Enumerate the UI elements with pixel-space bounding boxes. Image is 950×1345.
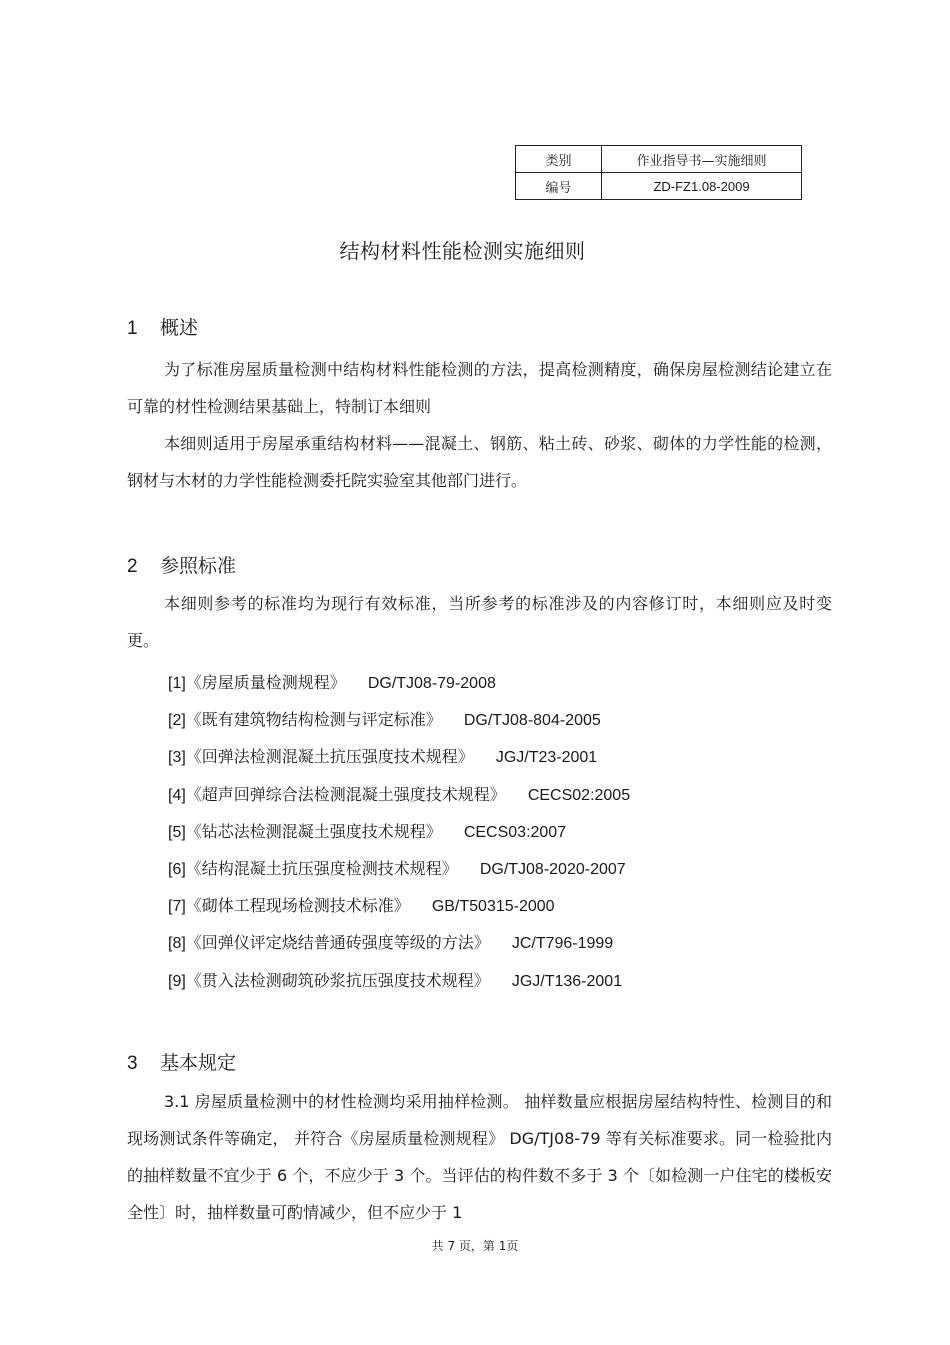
reference-code: CECS02:2005 bbox=[527, 786, 631, 804]
reference-name: 《回弹仪评定烧结普通砖强度等级的方法》 bbox=[185, 933, 490, 953]
category-value: 作业指导书—实施细则 bbox=[602, 146, 802, 173]
reference-index: [2] bbox=[168, 712, 186, 730]
reference-list bbox=[168, 668, 630, 1003]
number-label: 编号 bbox=[516, 173, 602, 200]
section-number: 3 bbox=[127, 1053, 138, 1074]
paragraph: 为了标准房屋质量检测中结构材料性能检测的方法，提高检测精度，确保房屋检测结论建立在可靠的材性检测结果基础上，特制订本细则 bbox=[127, 360, 832, 416]
section-heading-1 bbox=[127, 313, 198, 340]
reference-name: 《既有建筑物结构检测与评定标准》 bbox=[185, 710, 442, 730]
reference-code: DG/TJ08-79-2008 bbox=[367, 675, 496, 692]
reference-name: 《结构混凝土抗压强度检测技术规程》 bbox=[185, 858, 458, 878]
reference-index: [7] bbox=[168, 898, 186, 916]
table-row bbox=[516, 173, 802, 200]
reference-item bbox=[168, 705, 630, 742]
reference-item bbox=[168, 854, 630, 891]
table-row bbox=[516, 146, 802, 173]
reference-name: 《回弹法检测混凝土抗压强度技术规程》 bbox=[185, 747, 474, 767]
reference-name: 《房屋质量检测规程》 bbox=[185, 673, 346, 692]
reference-item bbox=[168, 742, 630, 779]
page-footer: 共 7 页，第 1页 bbox=[431, 1239, 519, 1253]
reference-code: GB/T50315-2000 bbox=[431, 898, 555, 916]
reference-name: 《钻芯法检测混凝土强度技术规程》 bbox=[185, 821, 442, 841]
reference-code: DG/TJ08-804-2005 bbox=[463, 712, 601, 730]
section-title: 基本规定 bbox=[160, 1052, 237, 1074]
section-heading-2 bbox=[127, 551, 236, 578]
reference-index: [5] bbox=[168, 823, 186, 841]
reference-item bbox=[168, 891, 630, 928]
reference-item bbox=[168, 668, 630, 705]
reference-index: [1] bbox=[168, 675, 186, 692]
reference-code: DG/TJ08-2020-2007 bbox=[479, 860, 626, 878]
reference-item bbox=[168, 817, 630, 854]
paragraph: 3.1 房屋质量检测中的材性检测均采用抽样检测。 抽样数量应根据房屋结构特性、检测目的和现场测试条件等确定， 并符合《房屋质量检测规程》 DG/TJ08-79 等有关标准要求。同一检验批内的抽样数量不宜少于 6 个，不应少于 3 个。当评估的构件数不多于 3 个〔如检测一户住宅的楼板安全性〕时，抽样数量可酌情减少，但不应少于 1 bbox=[127, 1092, 832, 1222]
document-title: 结构材料性能检测实施细则 bbox=[339, 239, 586, 263]
reference-index: [9] bbox=[168, 972, 186, 990]
reference-index: [4] bbox=[168, 786, 186, 804]
reference-index: [3] bbox=[168, 749, 186, 767]
document-info-table bbox=[515, 145, 802, 200]
reference-item bbox=[168, 928, 630, 965]
section-title: 概述 bbox=[160, 317, 199, 339]
reference-code: JGJ/T136-2001 bbox=[511, 972, 623, 990]
reference-name: 《砌体工程现场检测技术标准》 bbox=[185, 896, 410, 916]
section-title: 参照标准 bbox=[160, 555, 237, 577]
reference-code: CECS03:2007 bbox=[463, 823, 567, 841]
reference-item bbox=[168, 966, 630, 1003]
paragraph: 本细则参考的标准均为现行有效标准，当所参考的标准涉及的内容修订时，本细则应及时变更。 bbox=[127, 594, 832, 650]
reference-name: 《贯入法检测砌筑砂浆抗压强度技术规程》 bbox=[185, 970, 490, 990]
reference-item bbox=[168, 780, 630, 817]
section-number: 2 bbox=[127, 556, 138, 577]
paragraph: 本细则适用于房屋承重结构材料——混凝土、钢筋、粘土砖、砂浆、砌体的力学性能的检测，钢材与木材的力学性能检测委托院实验室其他部门进行。 bbox=[127, 434, 832, 490]
reference-code: JGJ/T23-2001 bbox=[495, 749, 598, 767]
category-label: 类别 bbox=[516, 146, 602, 173]
reference-name: 《超声回弹综合法检测混凝土强度技术规程》 bbox=[185, 784, 506, 804]
number-value: ZD-FZ1.08-2009 bbox=[602, 173, 802, 200]
section-heading-3 bbox=[127, 1048, 236, 1075]
reference-code: JC/T796-1999 bbox=[511, 935, 614, 953]
reference-index: [6] bbox=[168, 860, 186, 878]
reference-index: [8] bbox=[168, 935, 186, 953]
section-number: 1 bbox=[127, 318, 138, 339]
